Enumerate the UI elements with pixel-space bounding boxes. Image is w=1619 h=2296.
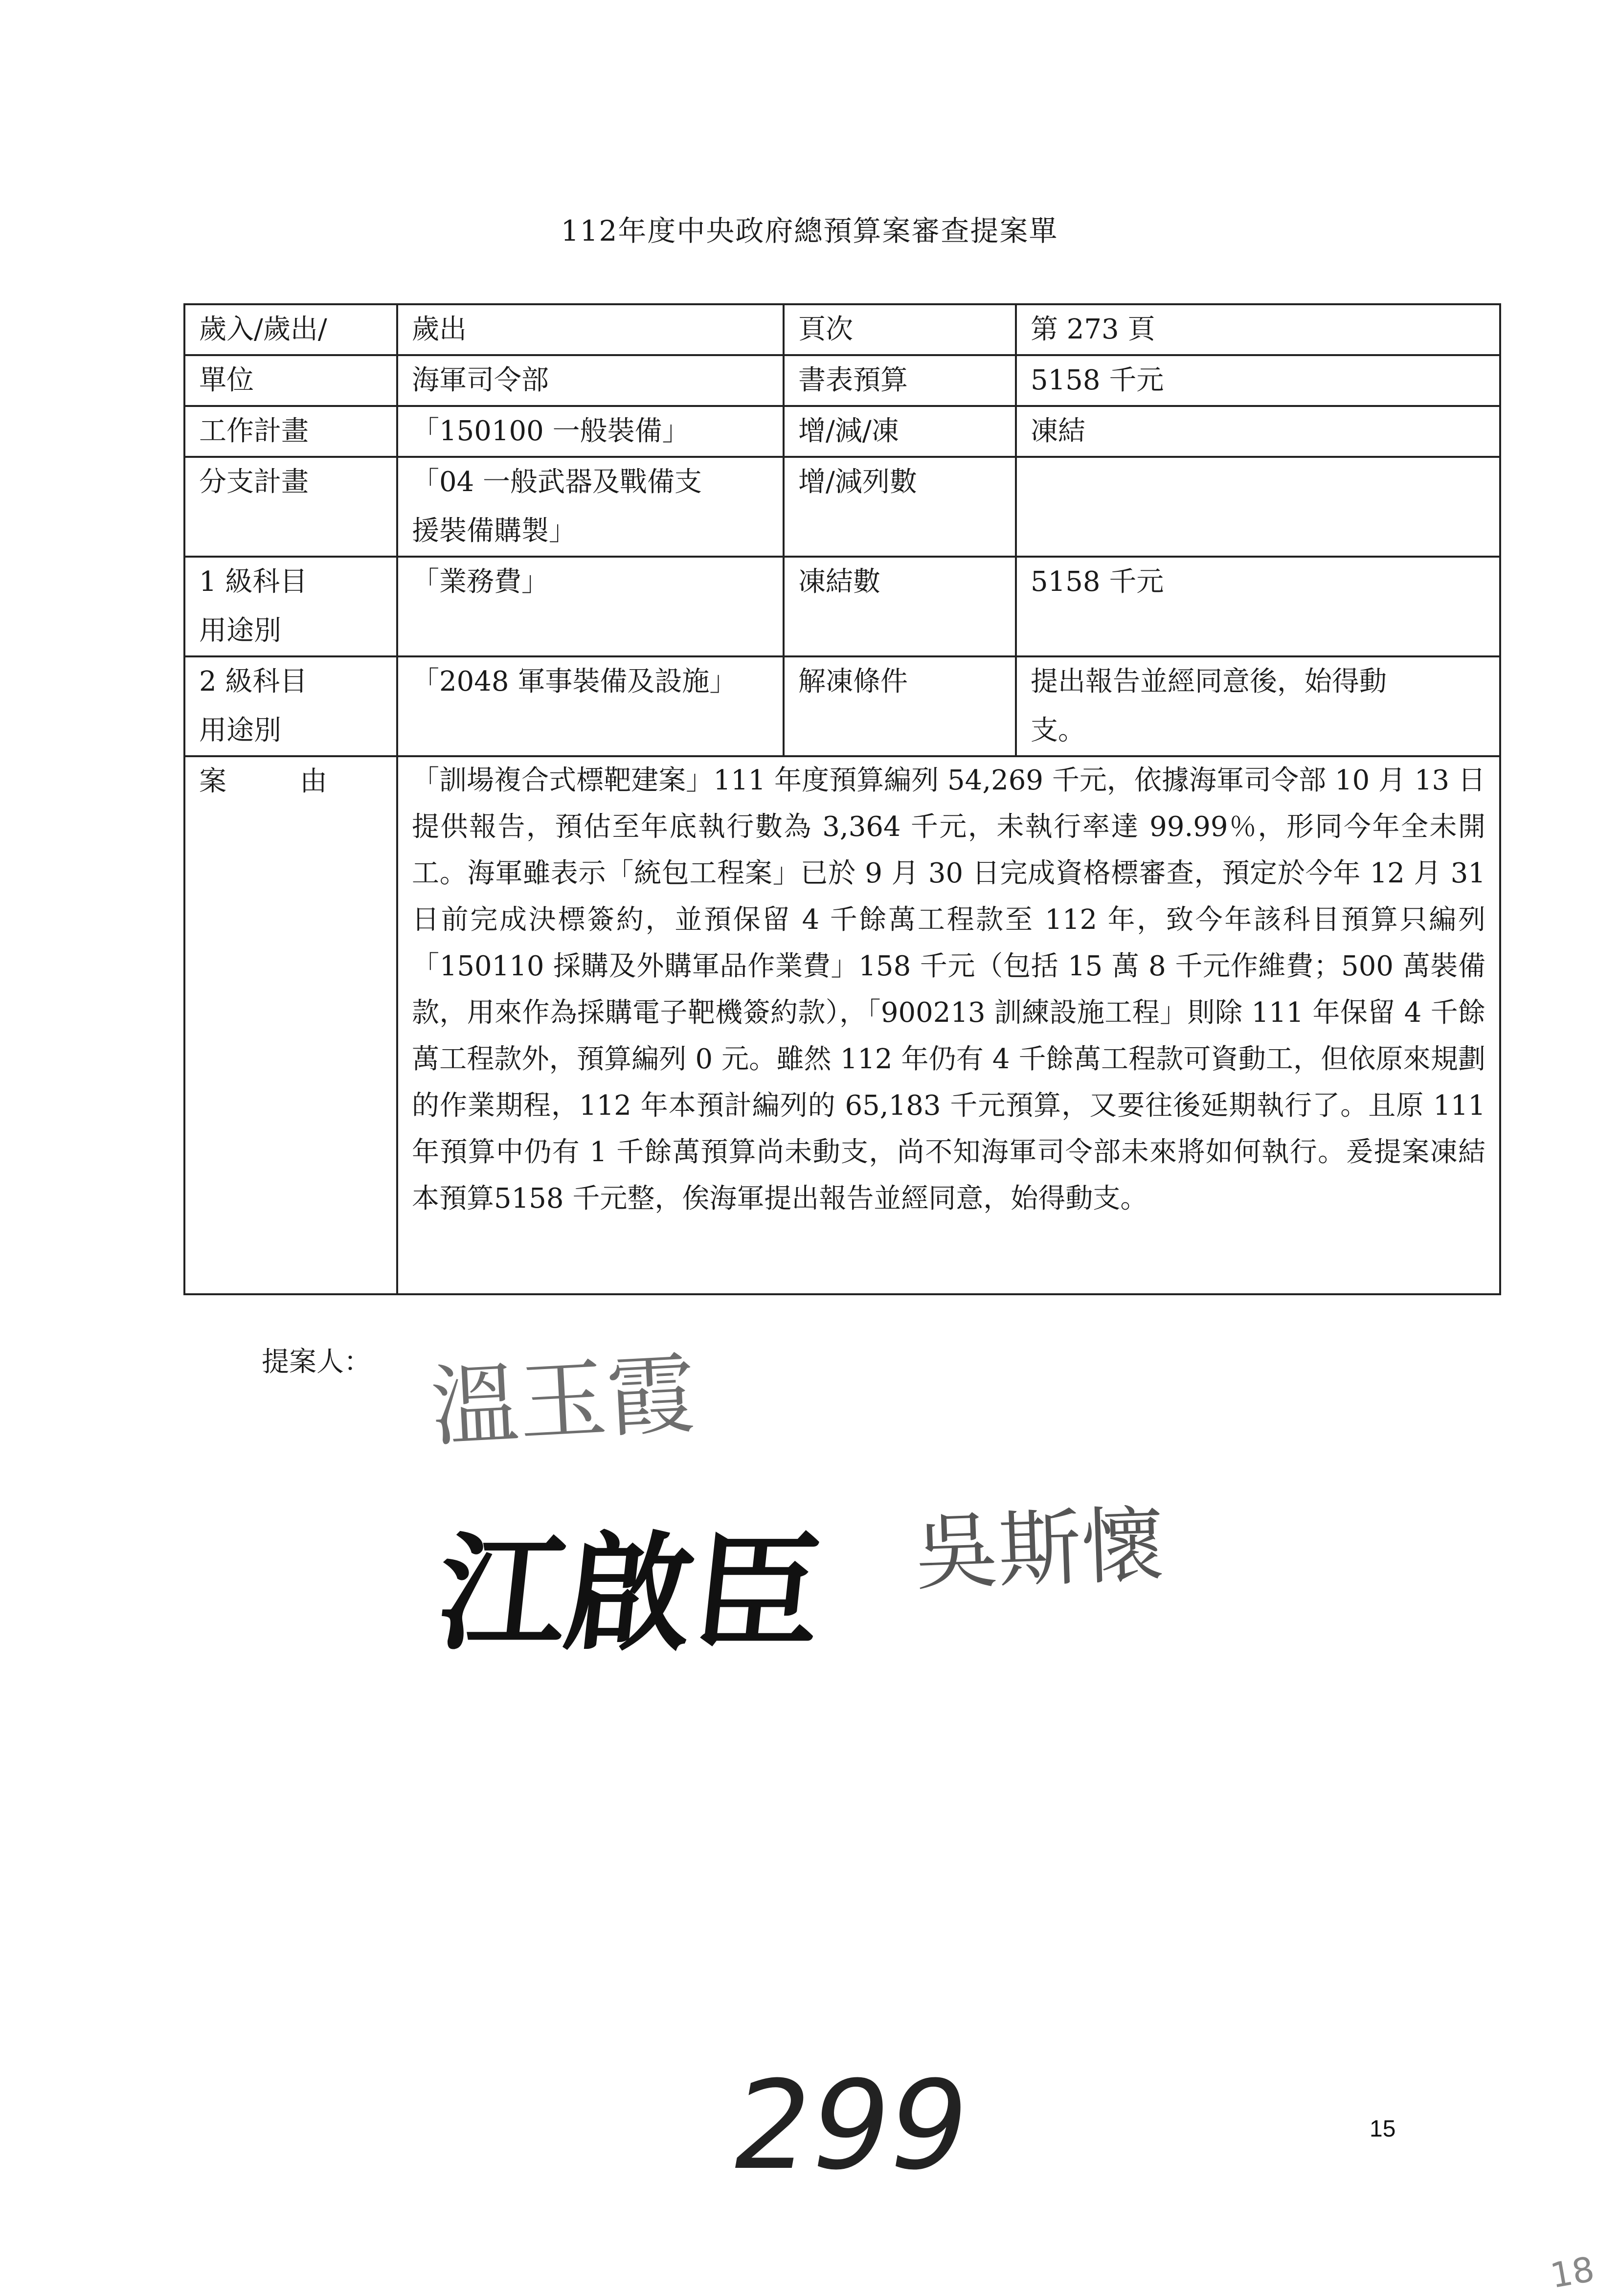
budget-value: 5158 千元: [1016, 355, 1500, 406]
case-label-char-1: 案: [199, 765, 226, 797]
adjustment-value: 凍結: [1016, 406, 1500, 457]
level2-subject-value: 「2048 軍事裝備及設施」: [397, 656, 784, 756]
handwritten-number: 299: [721, 2054, 980, 2197]
budget-label: 書表預算: [784, 355, 1016, 406]
proposal-form-table: [183, 303, 1501, 1295]
page-title: 112年度中央政府總預算案審查提案單: [561, 214, 1058, 248]
table-row: [184, 406, 1500, 457]
frozen-amount-value: 5158 千元: [1016, 557, 1500, 656]
revenue-expense-value: 歲出: [397, 304, 784, 355]
sub-plan-label: 分支計畫: [184, 457, 397, 557]
level1-subject-value: 「業務費」: [397, 557, 784, 656]
unit-label: 單位: [184, 355, 397, 406]
sub-plan-value-line-2: 援裝備購製」: [412, 515, 576, 547]
signature-2: 江啟臣: [431, 1520, 829, 1668]
table-row: [184, 656, 1500, 756]
table-row: [184, 756, 1500, 1294]
level2-subject-label-line-2: 用途別: [199, 715, 281, 746]
unfreeze-condition-line-2: 支。: [1031, 715, 1085, 746]
table-row: [184, 304, 1500, 355]
unfreeze-condition-line-1: 提出報告並經同意後，始得動: [1031, 666, 1387, 698]
level1-subject-label: [184, 557, 397, 656]
proposer-label: 提案人：: [262, 1346, 371, 1378]
page-number: 15: [1370, 2116, 1396, 2142]
level2-subject-label-line-1: 2 級科目: [199, 666, 308, 698]
signature-3: 吳斯懷: [913, 1497, 1166, 1602]
revenue-expense-label: 歲入/歲出/: [184, 304, 397, 355]
page-ref-label: 頁次: [784, 304, 1016, 355]
level1-subject-label-line-2: 用途別: [199, 615, 281, 647]
work-plan-value: 「150100 一般裝備」: [397, 406, 784, 457]
unit-value: 海軍司令部: [397, 355, 784, 406]
case-reason-text: 「訓場複合式標靶建案」111 年度預算編列 54,269 千元，依據海軍司令部 10 月 13 日提供報告，預估至年底執行數為 3,364 千元，未執行率達 99.99％，形同今年全未開工。海軍雖表示「統包工程案」已於 9 月 30 日完成資格標審查，預定於今年 12 月 31 日前完成決標簽約，並預保留 4 千餘萬工程款至 112 年，致今年該科目預算只編列「150110 採購及外購軍品作業費」158 千元（包括 15 萬 8 千元作維費；500 萬裝備款，用來作為採購電子靶機簽約款），「900213 訓練設施工程」則除 111 年保留 4 千餘萬工程款外，預算編列 0 元。雖然 112 年仍有 4 千餘萬工程款可資動工，但依原來規劃的作業期程，112 年本預計編列的 65,183 千元預算，又要往後延期執行了。且原 111 年預算中仍有 1 千餘萬預算尚未動支，尚不知海軍司令部未來將如何執行。爰提案凍結本預算5158 千元整，俟海軍提出報告並經同意，始得動支。: [397, 756, 1500, 1294]
sub-plan-value: [397, 457, 784, 557]
unfreeze-condition-label: 解凍條件: [784, 656, 1016, 756]
adjustment-label: 增/減/凍: [784, 406, 1016, 457]
adjustment-amount-label: 增/減列數: [784, 457, 1016, 557]
adjustment-amount-value: [1016, 457, 1500, 557]
page-ref-value: 第 273 頁: [1016, 304, 1500, 355]
sub-plan-value-line-1: 「04 一般武器及戰備支: [412, 466, 702, 498]
unfreeze-condition-value: [1016, 656, 1500, 756]
case-reason-label: [184, 756, 397, 1294]
case-label-char-2: 由: [300, 765, 327, 797]
table-row: [184, 457, 1500, 557]
level2-subject-label: [184, 656, 397, 756]
signature-1: 溫玉霞: [428, 1343, 697, 1459]
frozen-amount-label: 凍結數: [784, 557, 1016, 656]
margin-note: 18: [1547, 2249, 1597, 2296]
table-row: [184, 557, 1500, 656]
table-row: [184, 355, 1500, 406]
work-plan-label: 工作計畫: [184, 406, 397, 457]
level1-subject-label-line-1: 1 級科目: [199, 566, 308, 598]
